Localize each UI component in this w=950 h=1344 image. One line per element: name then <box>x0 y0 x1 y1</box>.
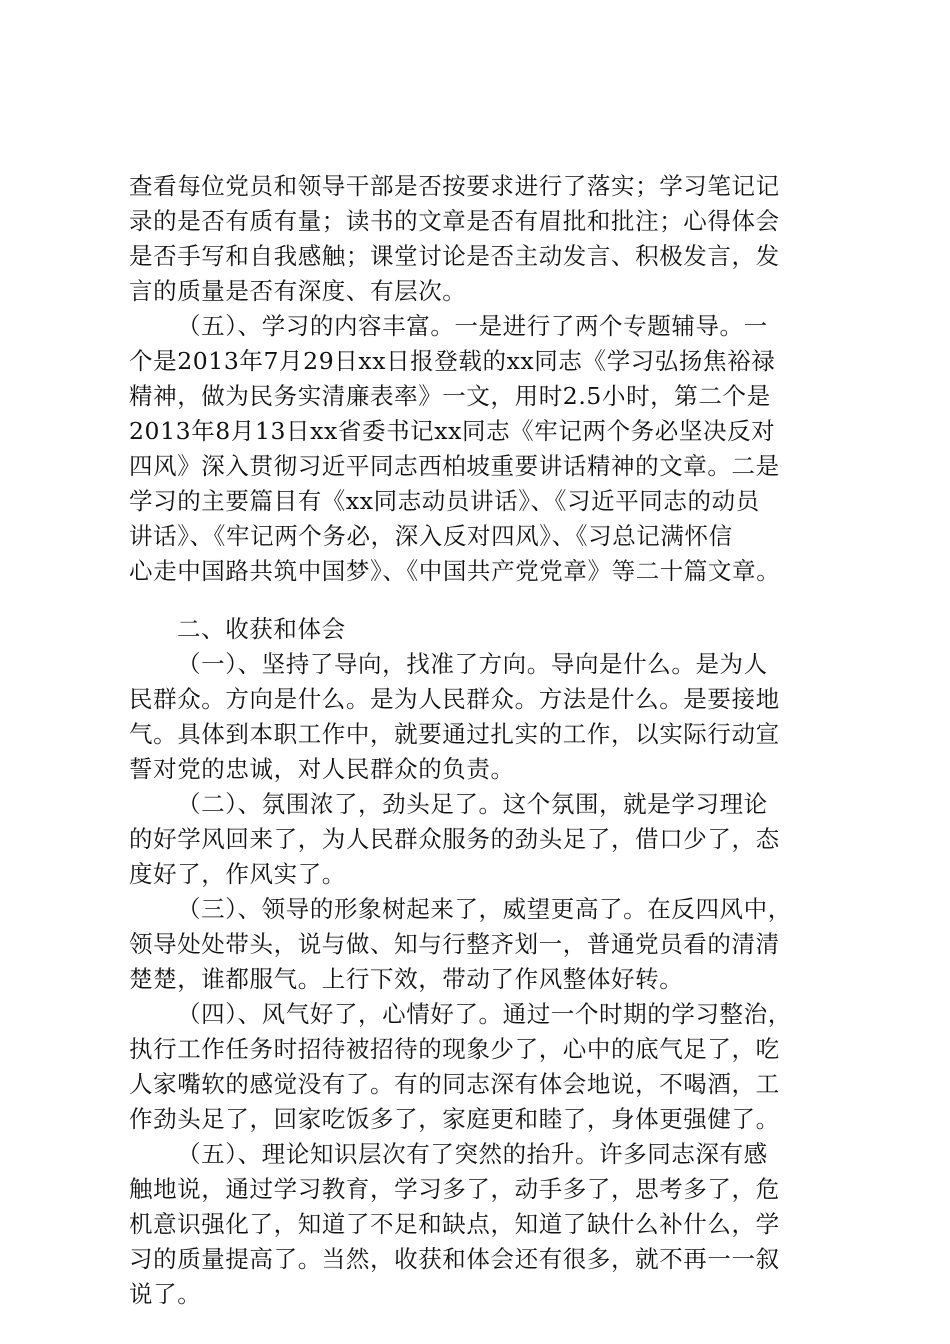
paragraph-line: （五）、学习的内容丰富。一是进行了两个专题辅导。一 <box>177 312 768 340</box>
paragraph-line: （二）、氛围浓了，劲头足了。这个氛围，就是学习理论 <box>177 790 768 818</box>
paragraph-line: 民群众。方向是什么。是为人民群众。方法是什么。是要接地 <box>129 685 780 713</box>
paragraph-line: 讲话》、《牢记两个务必，深入反对四风》、《习总记满怀信 <box>129 522 733 550</box>
paragraph-line: 触地说，通过学习教育，学习多了，动手多了，思考多了，危 <box>129 1175 780 1203</box>
paragraph-line: 楚楚，谁都服气。上行下效，带动了作风整体好转。 <box>129 965 684 993</box>
paragraph-line: （四）、风气好了，心情好了。通过一个时期的学习整治， <box>177 1000 792 1028</box>
paragraph-line: 的好学风回来了，为人民群众服务的劲头足了，借口少了，态 <box>129 825 780 853</box>
paragraph-line: 2013年8月13日xx省委书记xx同志《牢记两个务必坚决反对 <box>129 417 776 445</box>
paragraph-line: 执行工作任务时招待被招待的现象少了，心中的底气足了，吃 <box>129 1035 780 1063</box>
paragraph-line: 气。具体到本职工作中，就要通过扎实的工作，以实际行动宣 <box>129 720 780 748</box>
paragraph-line: （五）、理论知识层次有了突然的抬升。许多同志深有感 <box>177 1140 768 1168</box>
paragraph-line: 是否手写和自我感触；课堂讨论是否主动发言、积极发言，发 <box>129 242 780 270</box>
paragraph-line: 度好了，作风实了。 <box>129 860 346 888</box>
paragraph-line: 学习的主要篇目有《xx同志动员讲话》、《习近平同志的动员 <box>129 487 760 515</box>
paragraph-line: 作劲头足了，回家吃饭多了，家庭更和睦了，身体更强健了。 <box>129 1105 780 1133</box>
paragraph-line: 说了。 <box>129 1280 202 1308</box>
paragraph-line: 誓对党的忠诚，对人民群众的负责。 <box>129 755 515 783</box>
section-heading: 二、收获和体会 <box>177 615 346 643</box>
paragraph-line: 领导处处带头，说与做、知与行整齐划一，普通党员看的清清 <box>129 930 780 958</box>
paragraph-line: 心走中国路共筑中国梦》、《中国共产党党章》等二十篇文章。 <box>129 557 781 585</box>
paragraph-line: （三）、领导的形象树起来了，威望更高了。在反四风中， <box>177 895 792 923</box>
paragraph-line: 精神，做为民务实清廉表率》一文，用时2.5小时，第二个是 <box>129 382 771 410</box>
paragraph-line: 查看每位党员和领导干部是否按要求进行了落实；学习笔记记 <box>129 172 780 200</box>
paragraph-line: 机意识强化了，知道了不足和缺点，知道了缺什么补什么，学 <box>129 1210 780 1238</box>
paragraph-line: 言的质量是否有深度、有层次。 <box>129 277 467 305</box>
paragraph-line: 四风》深入贯彻习近平同志西柏坡重要讲话精神的文章。二是 <box>129 452 780 480</box>
paragraph-line: 人家嘴软的感觉没有了。有的同志深有体会地说，不喝酒，工 <box>129 1070 780 1098</box>
paragraph-line: 习的质量提高了。当然，收获和体会还有很多，就不再一一叙 <box>129 1245 780 1273</box>
paragraph-line: （一）、坚持了导向，找准了方向。导向是什么。是为人 <box>177 650 768 678</box>
paragraph-line: 个是2013年7月29日xx日报登载的xx同志《学习弘扬焦裕禄 <box>129 347 776 375</box>
paragraph-line: 录的是否有质有量；读书的文章是否有眉批和批注；心得体会 <box>129 207 780 235</box>
